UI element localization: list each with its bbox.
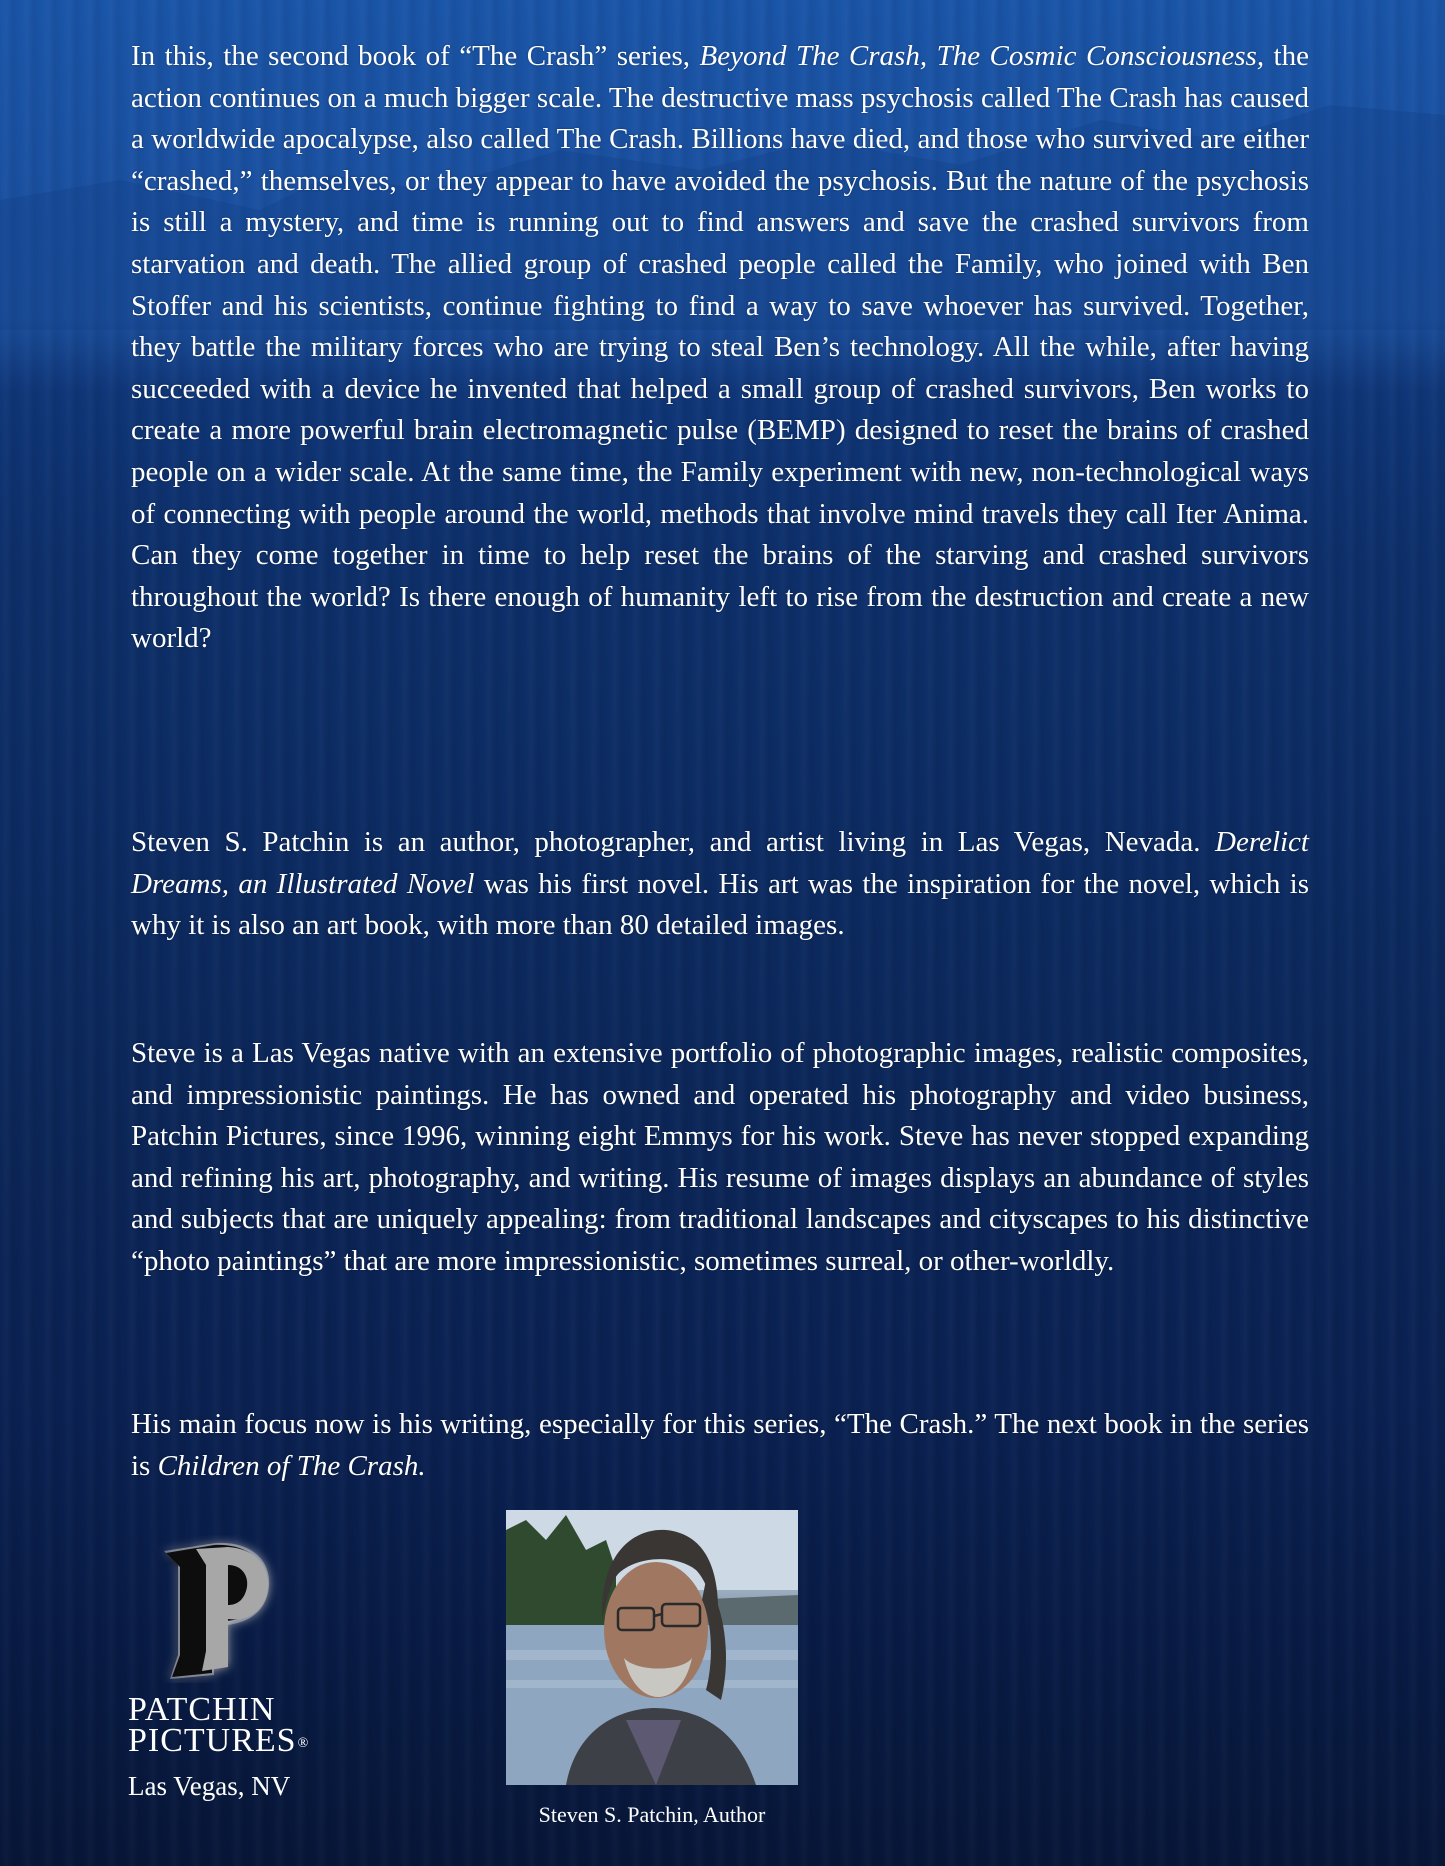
synopsis-paragraph (131, 36, 1309, 660)
book-title-italic: Beyond The Crash, The Cosmic Consciousness, (699, 40, 1265, 72)
first-novel-title-italic: Derelict Dreams, an Illustrated Novel (131, 826, 1309, 900)
next-book-title-italic: Children of The Crash. (157, 1449, 426, 1482)
career-body: Steve is a Las Vegas native with an extensive portfolio of photographic images, realistic composites, and impressionistic paintings. He has owned and operated his photography and video business, Patchin Pictures, since 1996, winning eight Emmys for his work. Steve has never stopped expanding and refining his art, photography, and writing. His resume of images displays an abundance of styles and subjects that are uniquely appealing: from traditional landscapes and cityscapes to his distinctive “photo paintings” that are more impressionistic, sometimes surreal, or other-worldly. (131, 1037, 1309, 1277)
logo-line1: PATCHIN (128, 1691, 276, 1728)
bio-lead: Steven S. Patchin is an author, photographer, and artist living in Las Vegas, Nevada. (131, 826, 1216, 858)
author-photo-caption: Steven S. Patchin, Author (538, 1802, 766, 1827)
author-bio-paragraph (131, 822, 1309, 947)
bio-body: was his first novel. His art was the inspiration for the novel, which is why it is also an art book, with more than 80 detailed images. (131, 867, 1309, 942)
next-book-paragraph (131, 1404, 1309, 1487)
synopsis-lead: In this, the second book of “The Crash” series, (131, 40, 700, 72)
author-photo (506, 1510, 798, 1785)
patchin-p-logo-icon (156, 1535, 286, 1683)
next-book-lead: His main focus now is his writing, especially for this series, “The Crash.” The next book in the series is (131, 1408, 1309, 1482)
logo-city: Las Vegas, NV (128, 1770, 291, 1801)
logo-line2: PICTURES (128, 1722, 297, 1759)
patchin-pictures-logo (128, 1535, 338, 1802)
author-portrait-illustration (506, 1510, 798, 1785)
registered-mark: ® (297, 1735, 310, 1751)
logo-wordmark (128, 1691, 338, 1759)
synopsis-body: the action continues on a much bigger scale. The destructive mass psychosis called The Crash has caused a worldwide apocalypse, also called The Crash. Billions have died, and those who survived are either “crashed,” themselves, or they appear to have avoided the psychosis. But the nature of the psychosis is still a mystery, and time is running out to find answers and save the crashed survivors from starvation and death. The allied group of crashed people called the Family, who joined with Ben Stoffer and his scientists, continue fighting to find a way to save whoever has survived. Together, they battle the military forces who are trying to steal Ben’s technology. All the while, after having succeeded with a device he invented that helped a small group of crashed survivors, Ben works to create a more powerful brain electromagnetic pulse (BEMP) designed to reset the brains of crashed people on a wider scale. At the same time, the Family experiment with new, non-technological ways of connecting with people around the world, methods that involve mind travels they call Iter Anima. Can they come together in time to help reset the brains of the starving and crashed survivors throughout the world? Is there enough of humanity left to rise from the destruction and create a new world? (131, 40, 1309, 655)
author-career-paragraph (131, 1033, 1309, 1283)
